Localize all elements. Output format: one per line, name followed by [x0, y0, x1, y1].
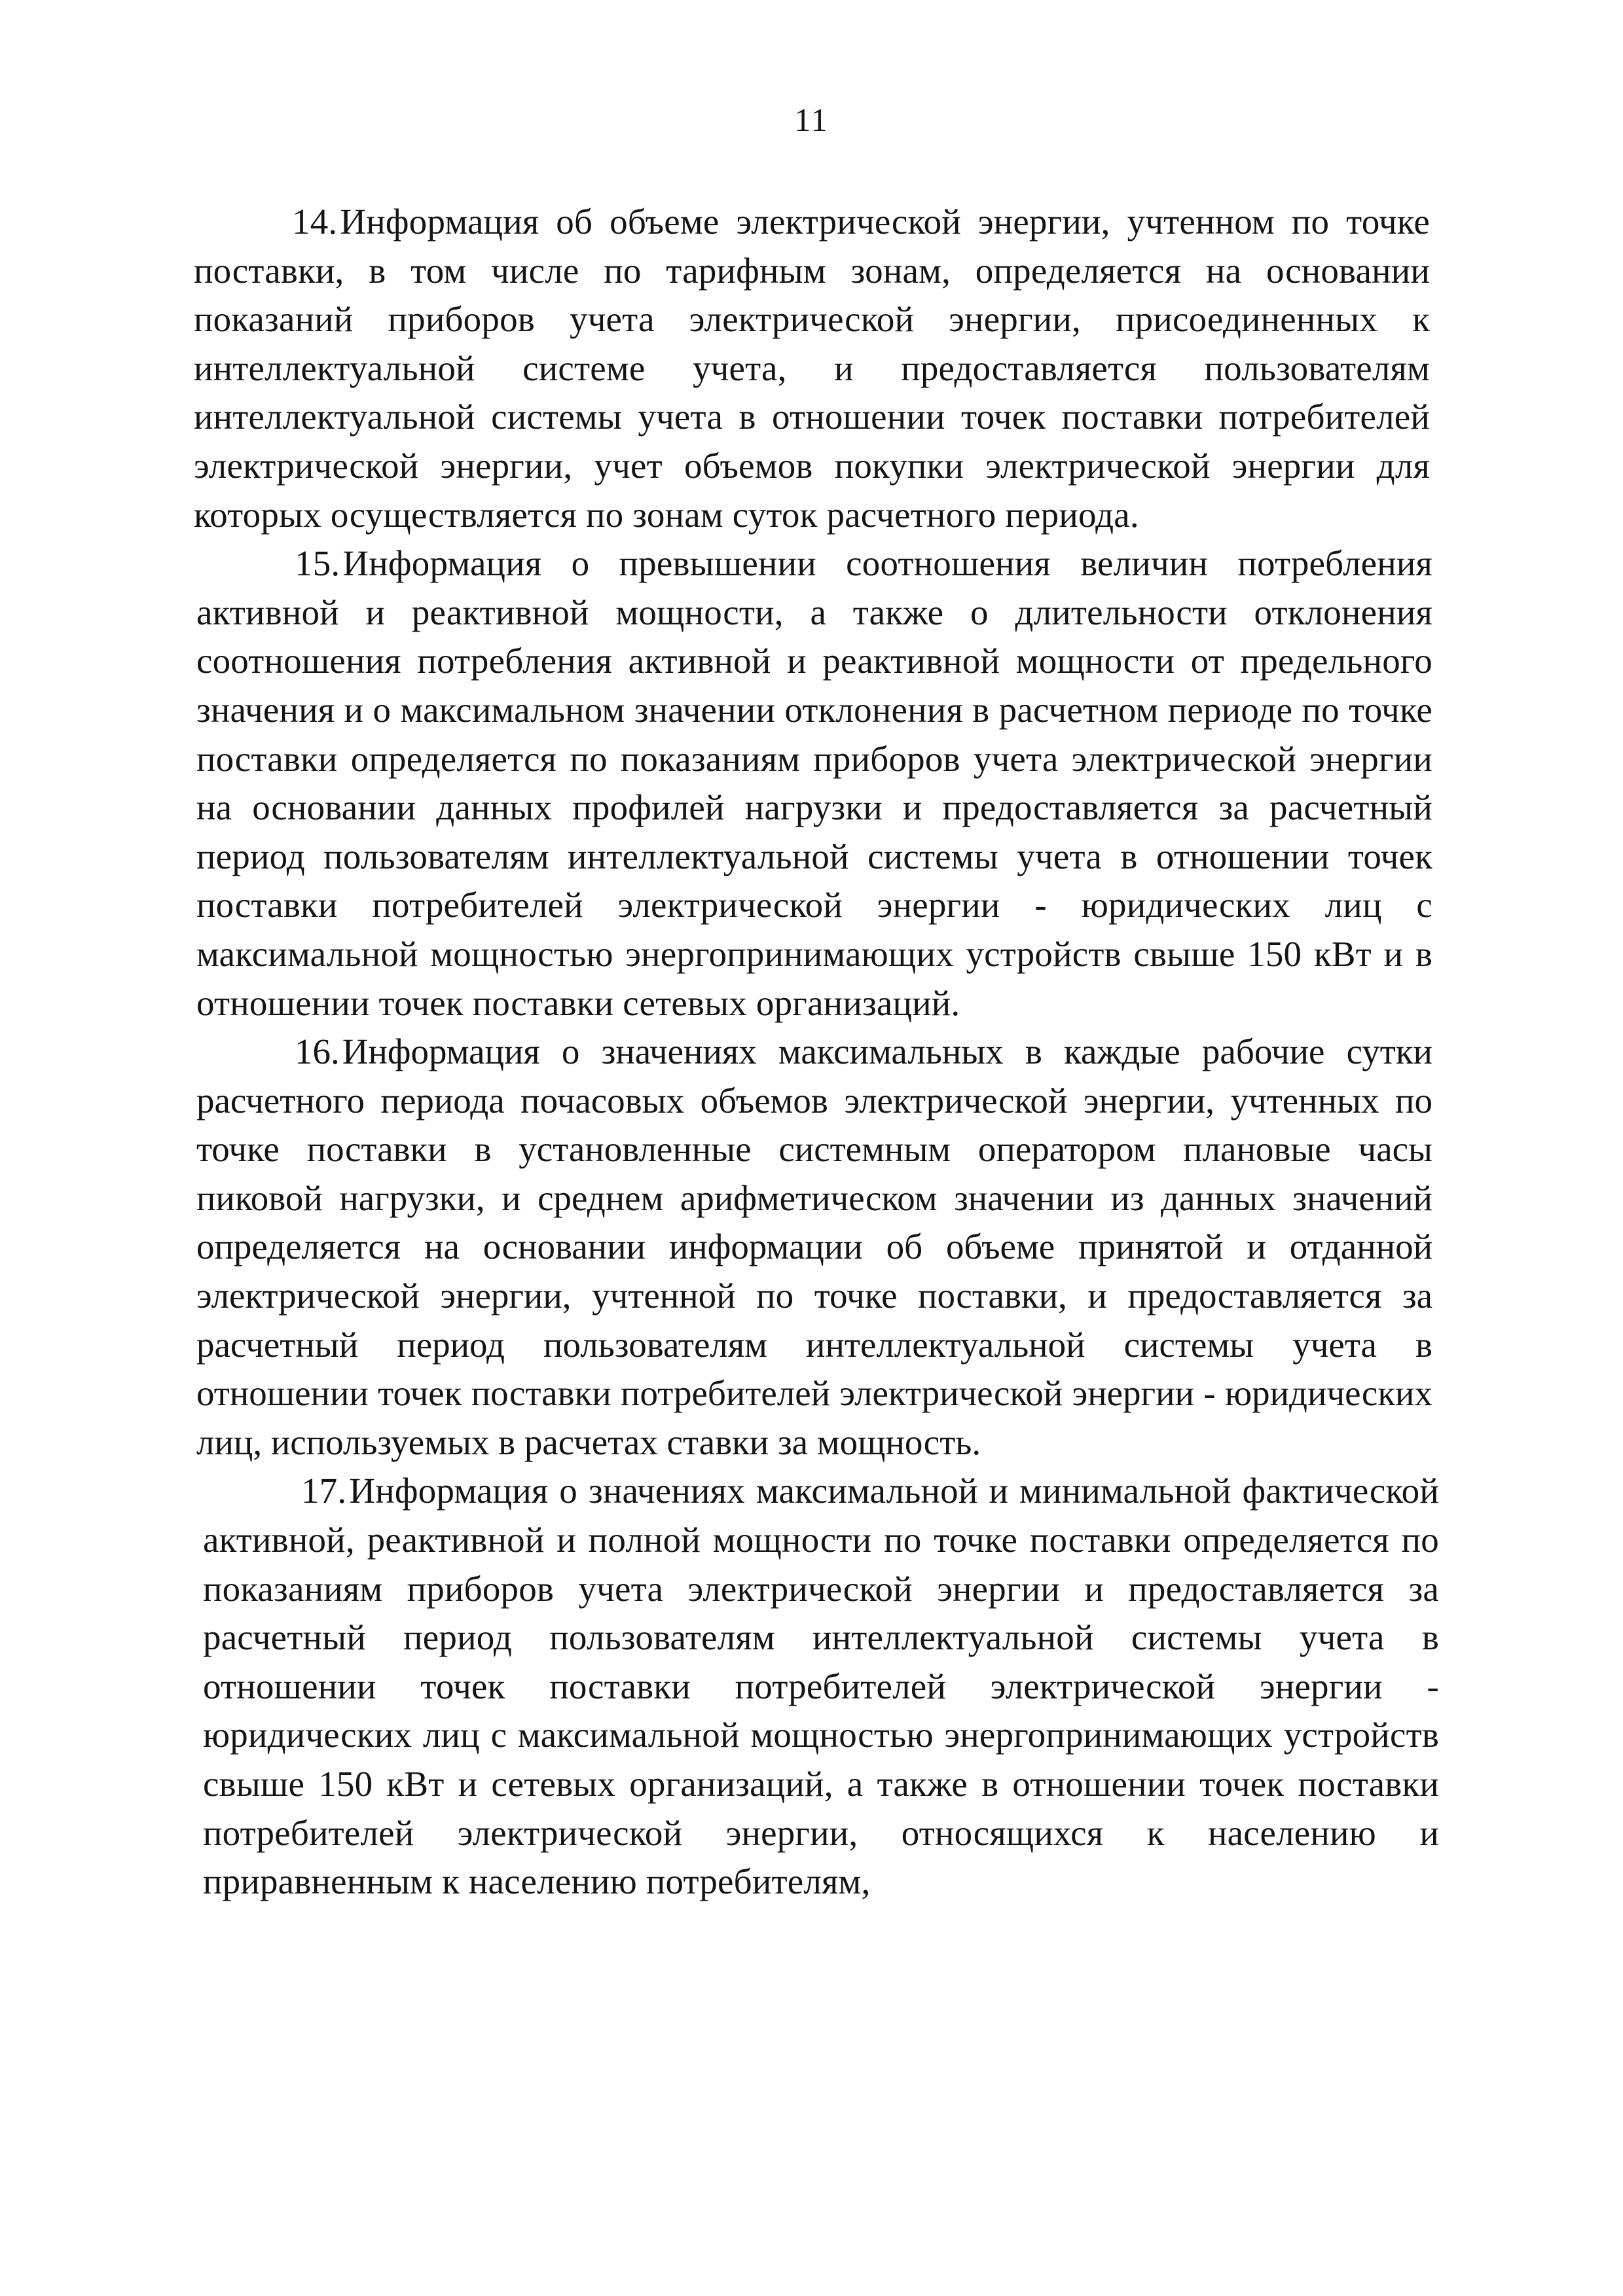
paragraph-14: [194, 198, 1430, 539]
paragraph-16: [196, 1028, 1432, 1467]
paragraph-text: Информация о значениях максимальных в каждые рабочие сутки расчетного периода почасовых объемов электрической энергии, учтенных по точке поставки в установленные системным оператором плановые часы пиковой нагрузки, и среднем арифметическом значении из данных значений определяется на основании информации об объеме принятой и отданной электрической энергии, учтенной по точке поставки, и предоставляется за расчетный период пользователям интеллектуальной системы учета в отношении точек поставки потребителей электрической энергии - юридических лиц, используемых в расчетах ставки за мощность.: [196, 1031, 1432, 1462]
paragraph-text: Информация об объеме электрической энергии, учтенном по точке поставки, в том числе по тарифным зонам, определяется на основании показаний приборов учета электрической энергии, присоединенных к интеллектуальной системе учета, и предоставляется пользователям интеллектуальной системы учета в отношении точек поставки потребителей электрической энергии, учет объемов покупки электрической энергии для которых осуществляется по зонам суток расчетного периода.: [194, 202, 1430, 535]
paragraph-number: 15.: [295, 543, 340, 584]
paragraph-text: Информация о значениях максимальной и минимальной фактической активной, реактивной и полной мощности по точке поставки определяется по показаниям приборов учета электрической энергии и предоставляется за расчетный период пользователям интеллектуальной системы учета в отношении точек поставки потребителей электрической энергии - юридических лиц с максимальной мощностью энергопринимающих устройств свыше 150 кВт и сетевых организаций, а также в отношении точек поставки потребителей электрической энергии, относящихся к населению и приравненным к населению потребителям,: [203, 1471, 1439, 1902]
paragraph-number: 16.: [295, 1031, 340, 1072]
paragraph-15: [196, 539, 1432, 1028]
paragraph-number: 14.: [292, 202, 338, 242]
paragraph-17: [203, 1467, 1439, 1906]
paragraph-text: Информация о превышении соотношения величин потребления активной и реактивной мощности, а также о длительности отклонения соотношения потребления активной и реактивной мощности от предельного значения и о максимальном значении отклонения в расчетном периоде по точке поставки определяется по показаниям приборов учета электрической энергии на основании данных профилей нагрузки и предоставляется за расчетный период пользователям интеллектуальной системы учета в отношении точек поставки потребителей электрической энергии - юридических лиц с максимальной мощностью энергопринимающих устройств свыше 150 кВт и в отношении точек поставки сетевых организаций.: [196, 543, 1432, 1023]
document-body: [194, 198, 1439, 1907]
page-number: 11: [794, 101, 829, 138]
paragraph-number: 17.: [301, 1471, 347, 1511]
